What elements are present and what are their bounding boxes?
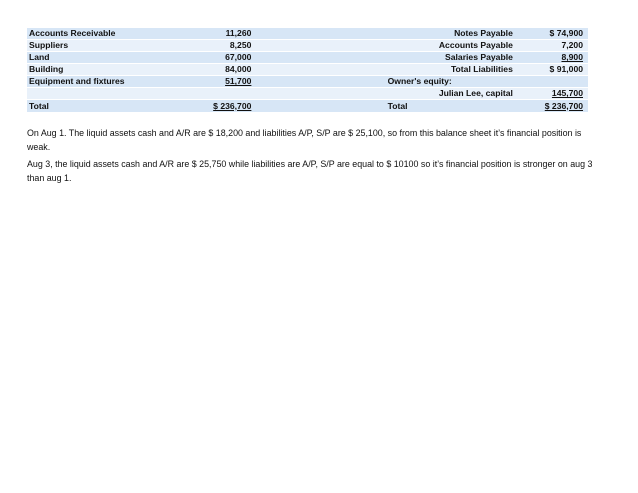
liability-value: $ 91,000 [519,64,588,76]
assets-total-value: $ 236,700 [196,100,253,113]
spacer-cell [253,28,385,40]
asset-label [27,88,196,100]
liability-label: Salaries Payable [386,52,519,64]
asset-value [196,88,253,100]
table-row [27,88,588,100]
equity-heading: Owner's equity: [386,76,519,88]
asset-value: 84,000 [196,64,253,76]
liability-value [519,76,588,88]
equity-label: Julian Lee, capital [386,88,519,100]
asset-value: 11,260 [196,28,253,40]
liabilities-total-label: Total [386,100,519,113]
asset-label: Land [27,52,196,64]
liabilities-total-value: $ 236,700 [519,100,588,113]
liability-value: $ 74,900 [519,28,588,40]
liability-label: Total Liabilities [386,64,519,76]
table-row [27,40,588,52]
table-row [27,28,588,40]
asset-label: Suppliers [27,40,196,52]
balance-sheet-table [27,28,588,113]
asset-label: Accounts Receivable [27,28,196,40]
liability-label: Notes Payable [386,28,519,40]
spacer-cell [253,76,385,88]
total-row [27,100,588,113]
spacer-cell [253,88,385,100]
liability-label: Accounts Payable [386,40,519,52]
asset-value: 51,700 [196,76,253,88]
analysis-paragraph-aug-3: Aug 3, the liquid assets cash and A/R are $ 25,750 while liabilities are A/P, S/P are equal to $ 10100 so it’s financial position is stronger on aug 3 than aug 1. [27,159,593,183]
table-row [27,52,588,64]
table-row [27,76,588,88]
assets-total-label: Total [27,100,196,113]
analysis-paragraph-aug-1: On Aug 1. The liquid assets cash and A/R are $ 18,200 and liabilities A/P, S/P are $ 25,100, so from this balance sheet it’s financial position is weak. [27,128,582,152]
asset-value: 67,000 [196,52,253,64]
asset-label: Equipment and fixtures [27,76,196,88]
spacer-cell [253,64,385,76]
asset-value: 8,250 [196,40,253,52]
spacer-cell [253,100,385,113]
spacer-cell [253,40,385,52]
asset-label: Building [27,64,196,76]
table-row [27,64,588,76]
spacer-cell [253,52,385,64]
liability-value: 7,200 [519,40,588,52]
equity-value: 145,700 [519,88,588,100]
liability-value: 8,900 [519,52,588,64]
